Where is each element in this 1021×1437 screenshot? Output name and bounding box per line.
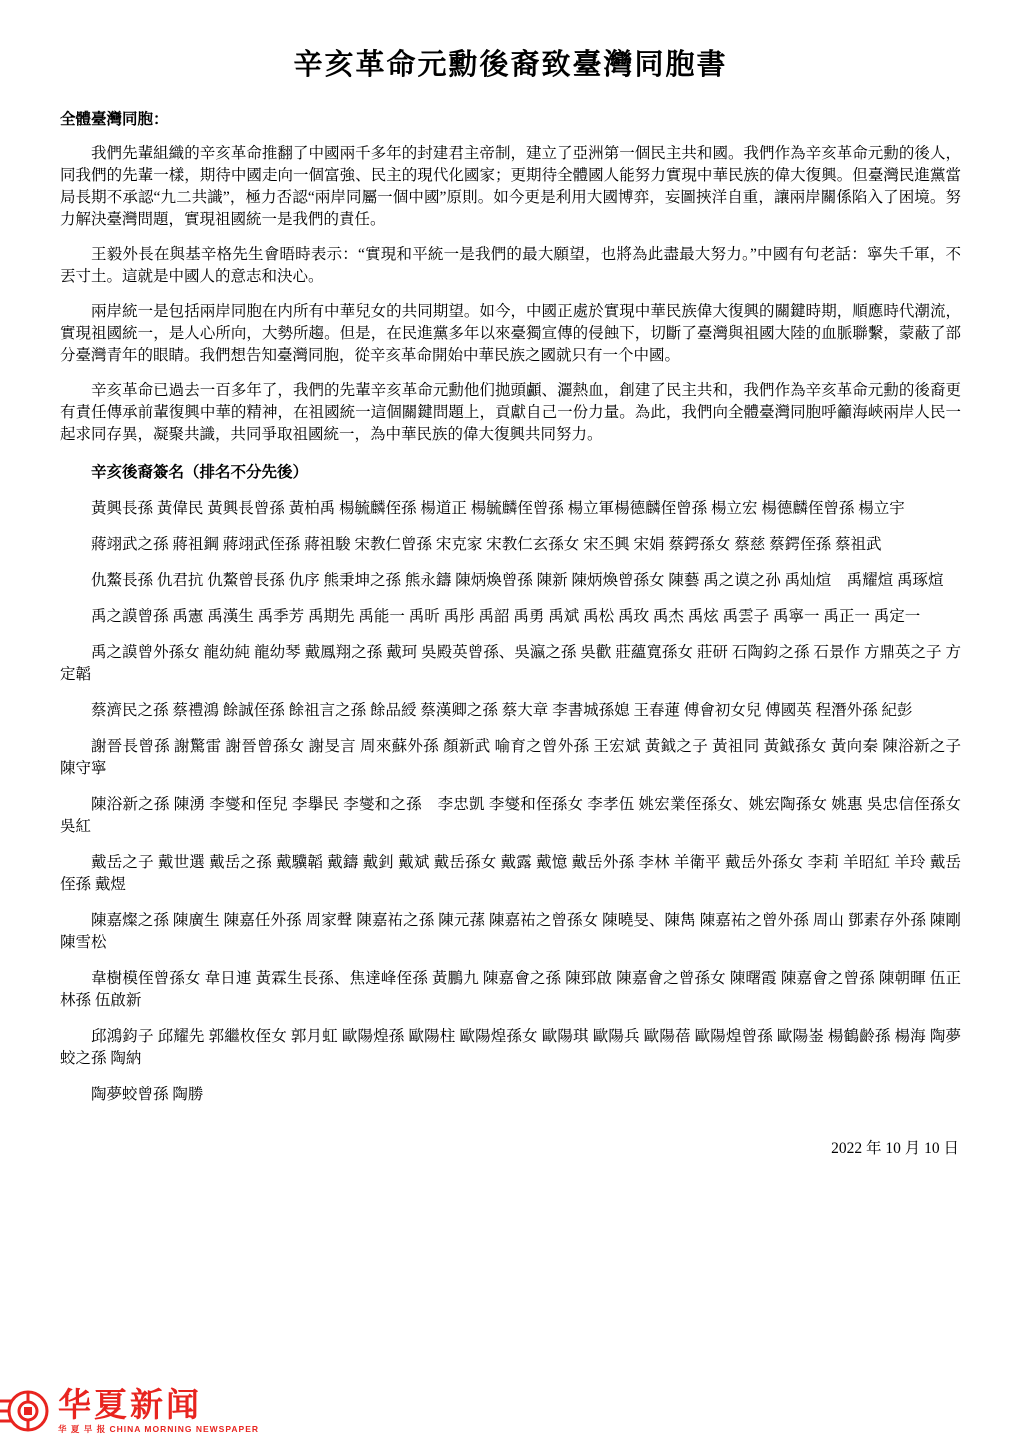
salutation: 全體臺灣同胞： [60, 111, 169, 128]
newspaper-logo-title: 华夏新闻 [58, 1386, 202, 1423]
newspaper-logo-text [58, 1388, 259, 1435]
signature-line: 戴岳之子 戴世選 戴岳之孫 戴驥韜 戴鑄 戴釗 戴斌 戴岳孫女 戴露 戴憶 戴岳外孫 李林 羊衛平 戴岳外孫女 李莉 羊昭紅 羊玲 戴岳侄孫 戴煜 [60, 854, 961, 893]
signature-line: 陳浴新之孫 陳湧 李燮和侄兒 李擧民 李燮和之孫 李忠凱 李燮和侄孫女 李孝伍 姚宏業侄孫女、姚宏陶孫女 姚惠 吳忠信侄孫女 吳紅 [60, 796, 961, 835]
newspaper-logo-subtitle: 华 夏 早 报 CHINA MORNING NEWSPAPER [58, 1424, 260, 1434]
signature-heading: 辛亥後裔簽名（排名不分先後） [91, 464, 309, 481]
signature-line: 謝晉長曾孫 謝驚雷 謝晉曾孫女 謝旻言 周來蘇外孫 顏新武 喻育之曾外孫 王宏斌 黃鉞之子 黃祖同 黃鉞孫女 黃向秦 陳浴新之子 陳守寧 [60, 738, 961, 777]
paragraph-4: 辛亥革命已過去一百多年了，我們的先輩辛亥革命元勳他们拋頭顱、灑熱血，創建了民主共和，我們作為辛亥革命元勳的後裔更有責任傳承前輩復興中華的精神，在祖國統一這個關鍵問題上，貢獻自己一份力量。為此，我們向全體臺灣同胞呼籲海峽兩岸人民一起求同存異，凝聚共識，共同爭取祖國統一，為中華民族的偉大復興共同努力。 [60, 382, 961, 443]
signature-line: 邱鴻鈞子 邱耀先 郭繼枚侄女 郭月虹 歐陽煌孫 歐陽柱 歐陽煌孫女 歐陽琪 歐陽兵 歐陽蓓 歐陽煌曾孫 歐陽崟 楊鶴齡孫 楊海 陶夢蛟之孫 陶納 [60, 1028, 961, 1067]
signature-line: 蔣翊武之孫 蔣祖鋼 蔣翊武侄孫 蔣祖駿 宋教仁曾孫 宋克家 宋教仁玄孫女 宋丕興 宋娟 蔡鍔孫女 蔡慈 蔡鍔侄孫 蔡祖武 [91, 536, 882, 553]
signature-line: 韋樹模侄曾孫女 韋日連 黃霖生長孫、焦達峰侄孫 黃鵬九 陳嘉會之孫 陳郅啟 陳嘉會之曾孫女 陳曙霞 陳嘉會之曾孫 陳朝暉 伍正林孫 伍啟新 [60, 970, 961, 1009]
signature-line: 黃興長孫 黃偉民 黃興長曾孫 黃柏禹 楊毓麟侄孫 楊道正 楊毓麟侄曾孫 楊立軍楊德麟侄曾孫 楊立宏 楊德麟侄曾孫 楊立宇 [91, 500, 905, 517]
signature-line: 陳嘉燦之孫 陳廣生 陳嘉任外孫 周家聲 陳嘉祐之孫 陳元蓀 陳嘉祐之曾孫女 陳曉旻、陳雋 陳嘉祐之曾外孫 周山 鄧素存外孫 陳剛 陳雪松 [60, 912, 961, 951]
signature-line: 禹之謨曾孫 禹憲 禹漢生 禹季芳 禹期先 禹能一 禹昕 禹彤 禹韶 禹勇 禹斌 禹松 禹玫 禹杰 禹炫 禹雲子 禹寧一 禹正一 禹定一 [91, 608, 921, 625]
signature-line: 陶夢蛟曾孫 陶勝 [91, 1086, 204, 1103]
signature-line: 仇鰲長孫 仇君抗 仇鰲曾長孫 仇序 熊秉坤之孫 熊永鑄 陳炳煥曾孫 陳新 陳炳煥曾孫女 陳藝 禹之谟之孙 禹灿煊 禹耀煊 禹琢煊 [91, 572, 944, 589]
page-title: 辛亥革命元勳後裔致臺灣同胞書 [293, 49, 728, 81]
signature-line: 蔡濟民之孫 蔡禮鴻 餘誠侄孫 餘祖言之孫 餘品綬 蔡漢卿之孫 蔡大章 李書城孫媳 王春蓮 傅會初女兒 傅國英 程潛外孫 紀彭 [91, 702, 913, 719]
newspaper-seal-icon [0, 1388, 52, 1434]
paragraph-2: 王毅外長在與基辛格先生會晤時表示：“實現和平統一是我們的最大願望，也將為此盡最大努力。”中國有句老話：寧失千軍，不丟寸土。這就是中國人的意志和決心。 [60, 246, 961, 285]
newspaper-logo [0, 1388, 259, 1435]
paragraph-1: 我們先輩組織的辛亥革命推翻了中國兩千多年的封建君主帝制，建立了亞洲第一個民主共和國。我們作為辛亥革命元勳的後人，同我們的先輩一樣，期待中國走向一個富強、民主的現代化國家；更期待全體國人能努力實現中華民族的偉大復興。但臺灣民進黨當局長期不承認“九二共識”，極力否認“兩岸同屬一個中國”原則。如今更是利用大國博弈，妄圖挾洋自重，讓兩岸關係陷入了困境。努力解決臺灣問題，實現祖國統一是我們的責任。 [60, 145, 961, 228]
paragraph-3: 兩岸統一是包括兩岸同胞在内所有中華兒女的共同期望。如今，中國正處於實現中華民族偉大復興的關鍵時期，順應時代潮流，實現祖國統一，是人心所向，大勢所趨。但是，在民進黨多年以來臺獨宣傳的侵蝕下，切斷了臺灣與祖國大陸的血脈聯繫，蒙蔽了部分臺灣青年的眼睛。我們想告知臺灣同胞，從辛亥革命開始中華民族之國就只有一个中國。 [60, 303, 961, 364]
document-date: 2022 年 10 月 10 日 [831, 1140, 959, 1157]
signature-line: 禹之謨曾外孫女 龍幼純 龍幼琴 戴鳳翔之孫 戴珂 吳殿英曾孫、吳瀛之孫 吳歡 莊蘊寬孫女 莊研 石陶鈞之孫 石景作 方鼎英之子 方定韜 [60, 644, 961, 683]
